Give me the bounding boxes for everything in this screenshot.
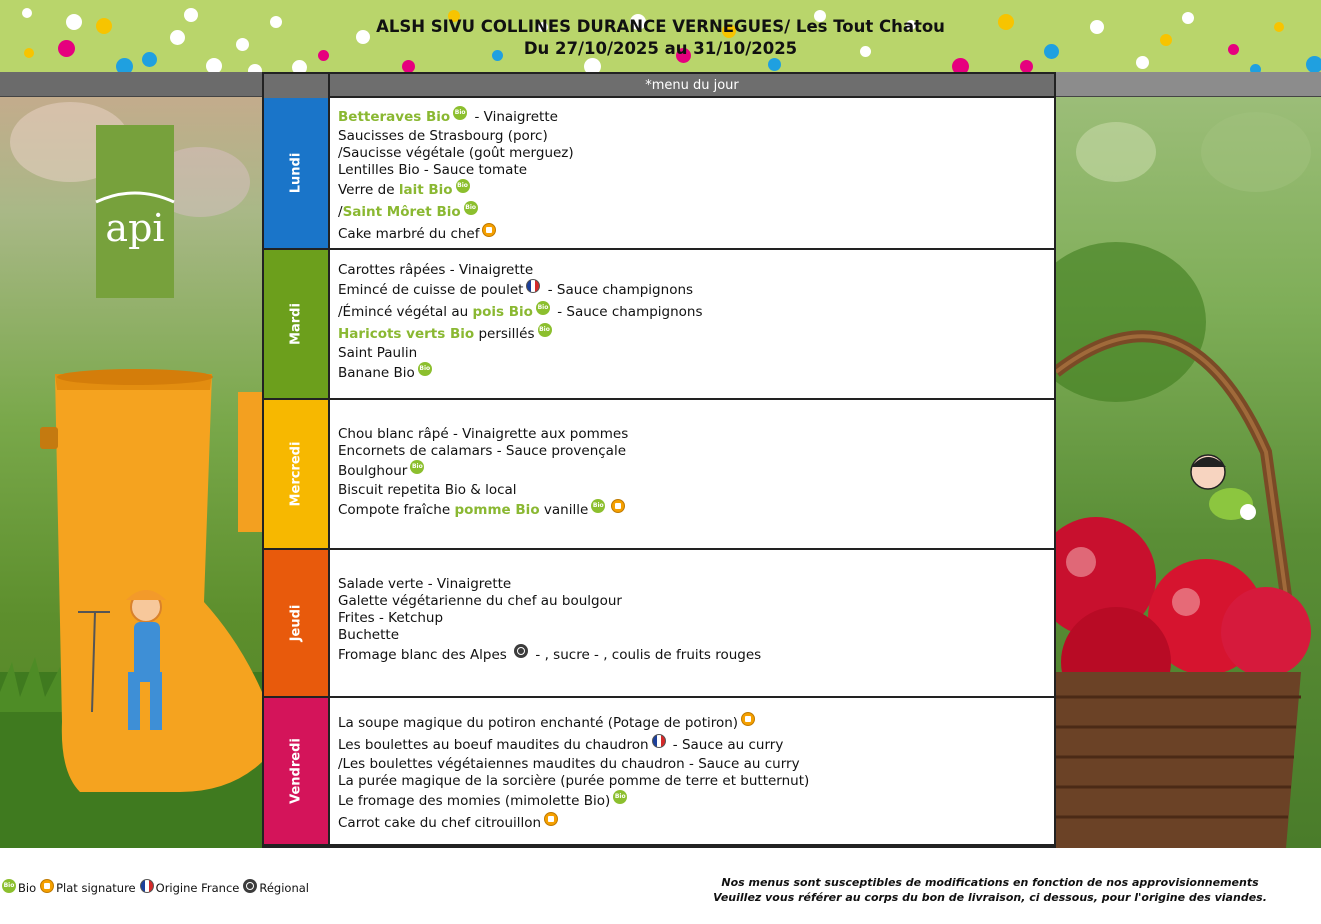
bio-label-icon: Bio [591, 499, 605, 513]
dish-text: Emincé de cuisse de poulet [338, 281, 524, 298]
dish-text: Compote fraîche [338, 501, 455, 518]
disclaimer [690, 875, 1290, 905]
disclaimer-line-2: Veuillez vous référer au corps du bon de livraison, ci dessous, pour l'origine des viandes. [713, 891, 1267, 904]
dish-item [338, 223, 1048, 245]
dish-item [338, 712, 1048, 734]
dish-text: - Vinaigrette [470, 108, 558, 125]
dish-text: La soupe magique du potiron enchanté (Potage de potiron) [338, 714, 739, 731]
polka-dot [584, 58, 601, 72]
dish-item [338, 499, 1048, 521]
dish-item [338, 179, 1048, 201]
header-banner [0, 0, 1321, 72]
day-row-mardi [264, 250, 1054, 400]
dish-text: Banane Bio [338, 364, 415, 381]
dish-item [338, 627, 1048, 644]
bio-label-icon: Bio [536, 301, 550, 315]
dish-item [338, 482, 1048, 499]
bio-label-icon: Bio [453, 106, 467, 120]
dish-item [338, 106, 1048, 128]
dish-text: La purée magique de la sorcière (purée pomme de terre et butternut) [338, 773, 810, 789]
day-label-cell [264, 400, 330, 548]
legend [2, 880, 313, 896]
day-label-cell [264, 250, 330, 398]
bio-dish-text: pois Bio [472, 303, 533, 320]
dish-item [338, 162, 1048, 179]
dish-list [338, 426, 1048, 521]
legend-regional-label: Régional [259, 881, 309, 895]
page-title [0, 16, 1321, 60]
bio-dish-text: lait Bio [398, 181, 453, 198]
day-name: Mardi [288, 303, 304, 345]
bio-label-icon: Bio [456, 179, 470, 193]
dish-text: /Saucisse végétale (goût merguez) [338, 145, 574, 161]
legend-signature [40, 880, 136, 896]
dish-text: Encornets de calamars - Sauce provençale [338, 443, 627, 459]
dish-item [338, 201, 1048, 223]
disclaimer-line-1: Nos menus sont susceptibles de modifications en fonction de nos approvisionnements [721, 876, 1259, 889]
regional-icon [514, 644, 528, 658]
dish-text: Buchette [338, 627, 399, 643]
dish-item [338, 362, 1048, 384]
dish-text: Boulghour [338, 462, 408, 479]
dish-text: - Sauce champignons [552, 303, 703, 320]
legend-france [140, 880, 240, 896]
day-row-vendredi [264, 698, 1054, 846]
column-header: *menu du jour [330, 74, 1054, 98]
dish-list [338, 262, 1048, 384]
dish-item [338, 790, 1048, 812]
dish-text: Les boulettes au boeuf maudites du chaudron [338, 736, 649, 753]
day-label-cell [264, 550, 330, 696]
climbing-child-figure [1191, 455, 1256, 520]
header-blank-cell [264, 74, 330, 98]
dish-list [338, 106, 1048, 245]
dish-item [338, 610, 1048, 627]
bio-label-icon: Bio [410, 460, 424, 474]
day-name: Lundi [288, 152, 304, 194]
legend-bio-label: Bio [18, 881, 37, 895]
dish-text: Fromage blanc des Alpes [338, 646, 512, 663]
dish-item [338, 756, 1048, 773]
day-name: Jeudi [288, 604, 304, 642]
bio-dish-text: pomme Bio [454, 501, 540, 518]
dish-text: Salade verte - Vinaigrette [338, 576, 512, 592]
day-label-cell [264, 698, 330, 844]
left-photo-panel [0, 72, 262, 848]
dish-item [338, 460, 1048, 482]
bio-dish-text: Betteraves Bio [338, 108, 451, 125]
polka-dot [206, 58, 222, 72]
bio-label-icon: Bio [538, 323, 552, 337]
dish-text: Galette végétarienne du chef au boulgour [338, 593, 622, 609]
title-line: ALSH SIVU COLLINES DURANCE VERNEGUES/ Les Tout Chatou [376, 17, 945, 36]
regional-icon [243, 879, 257, 893]
polka-dot [116, 58, 133, 72]
polka-dot [1250, 64, 1261, 72]
dish-text: Biscuit repetita Bio & local [338, 482, 517, 498]
dish-text: Saucisses de Strasbourg (porc) [338, 128, 548, 144]
dish-list [338, 576, 1048, 666]
dish-text: Carrot cake du chef citrouillon [338, 814, 542, 831]
legend-signature-label: Plat signature [56, 881, 136, 895]
bio-label-icon: Bio [2, 879, 16, 893]
dish-text: Carottes râpées - Vinaigrette [338, 262, 534, 278]
dish-text: - , sucre - , coulis de fruits rouges [531, 646, 762, 663]
signature-dish-icon [40, 879, 54, 893]
dish-item [338, 345, 1048, 362]
api-logo-text: api [105, 206, 165, 250]
dish-text: /Les boulettes végétaiennes maudites du chaudron - Sauce au curry [338, 756, 800, 772]
day-name: Mercredi [288, 441, 304, 507]
dish-list [338, 712, 1048, 834]
polka-dot [1020, 60, 1033, 72]
polka-dot [952, 58, 969, 72]
polka-dot [402, 60, 415, 72]
day-label-cell [264, 98, 330, 248]
signature-dish-icon [482, 223, 496, 237]
dish-item [338, 301, 1048, 323]
dish-item [338, 812, 1048, 834]
french-flag-icon [526, 279, 540, 293]
dish-text: /Émincé végétal au [338, 303, 473, 320]
signature-dish-icon [544, 812, 558, 826]
bio-label-icon: Bio [613, 790, 627, 804]
dish-item [338, 443, 1048, 460]
dish-text: Le fromage des momies (mimolette Bio) [338, 792, 611, 809]
day-row-mercredi [264, 400, 1054, 550]
right-photo-panel [1056, 72, 1321, 848]
dish-text: Saint Paulin [338, 345, 418, 361]
dish-item [338, 734, 1048, 756]
polka-dot [292, 60, 307, 72]
dish-item [338, 593, 1048, 610]
dish-item [338, 279, 1048, 301]
dish-text: Frites - Ketchup [338, 610, 444, 626]
boot-illustration [0, 72, 262, 848]
dish-text: Cake marbré du chef [338, 225, 480, 242]
dish-item [338, 426, 1048, 443]
dish-text: persillés [474, 325, 535, 342]
bio-label-icon: Bio [418, 362, 432, 376]
dish-text: - Sauce champignons [543, 281, 694, 298]
bio-dish-text: Haricots verts Bio [338, 325, 475, 342]
legend-bio [2, 880, 36, 896]
dish-text: vanille [539, 501, 589, 518]
menu-table [262, 72, 1056, 848]
dish-text: Lentilles Bio - Sauce tomate [338, 162, 528, 178]
dish-text: / [338, 203, 343, 220]
dish-text: Chou blanc râpé - Vinaigrette aux pommes [338, 426, 629, 442]
day-name: Vendredi [288, 738, 304, 804]
day-row-lundi [264, 98, 1054, 250]
legend-regional [243, 880, 309, 896]
dish-item [338, 128, 1048, 145]
dish-item [338, 262, 1048, 279]
bio-dish-text: Saint Môret Bio [342, 203, 461, 220]
dish-item [338, 576, 1048, 593]
date-range: Du 27/10/2025 au 31/10/2025 [523, 39, 798, 58]
polka-dot [248, 64, 262, 72]
bio-label-icon: Bio [464, 201, 478, 215]
dish-item [338, 145, 1048, 162]
dish-text: - Sauce au curry [668, 736, 784, 753]
dish-item [338, 773, 1048, 790]
signature-dish-icon [611, 499, 625, 513]
apple-basket-illustration [1056, 72, 1321, 848]
french-flag-icon [140, 879, 154, 893]
legend-france-label: Origine France [155, 881, 240, 895]
dish-item [338, 323, 1048, 345]
french-flag-icon [652, 734, 666, 748]
signature-dish-icon [741, 712, 755, 726]
dish-item [338, 644, 1048, 666]
dish-text: Verre de [338, 181, 399, 198]
day-row-jeudi [264, 550, 1054, 698]
